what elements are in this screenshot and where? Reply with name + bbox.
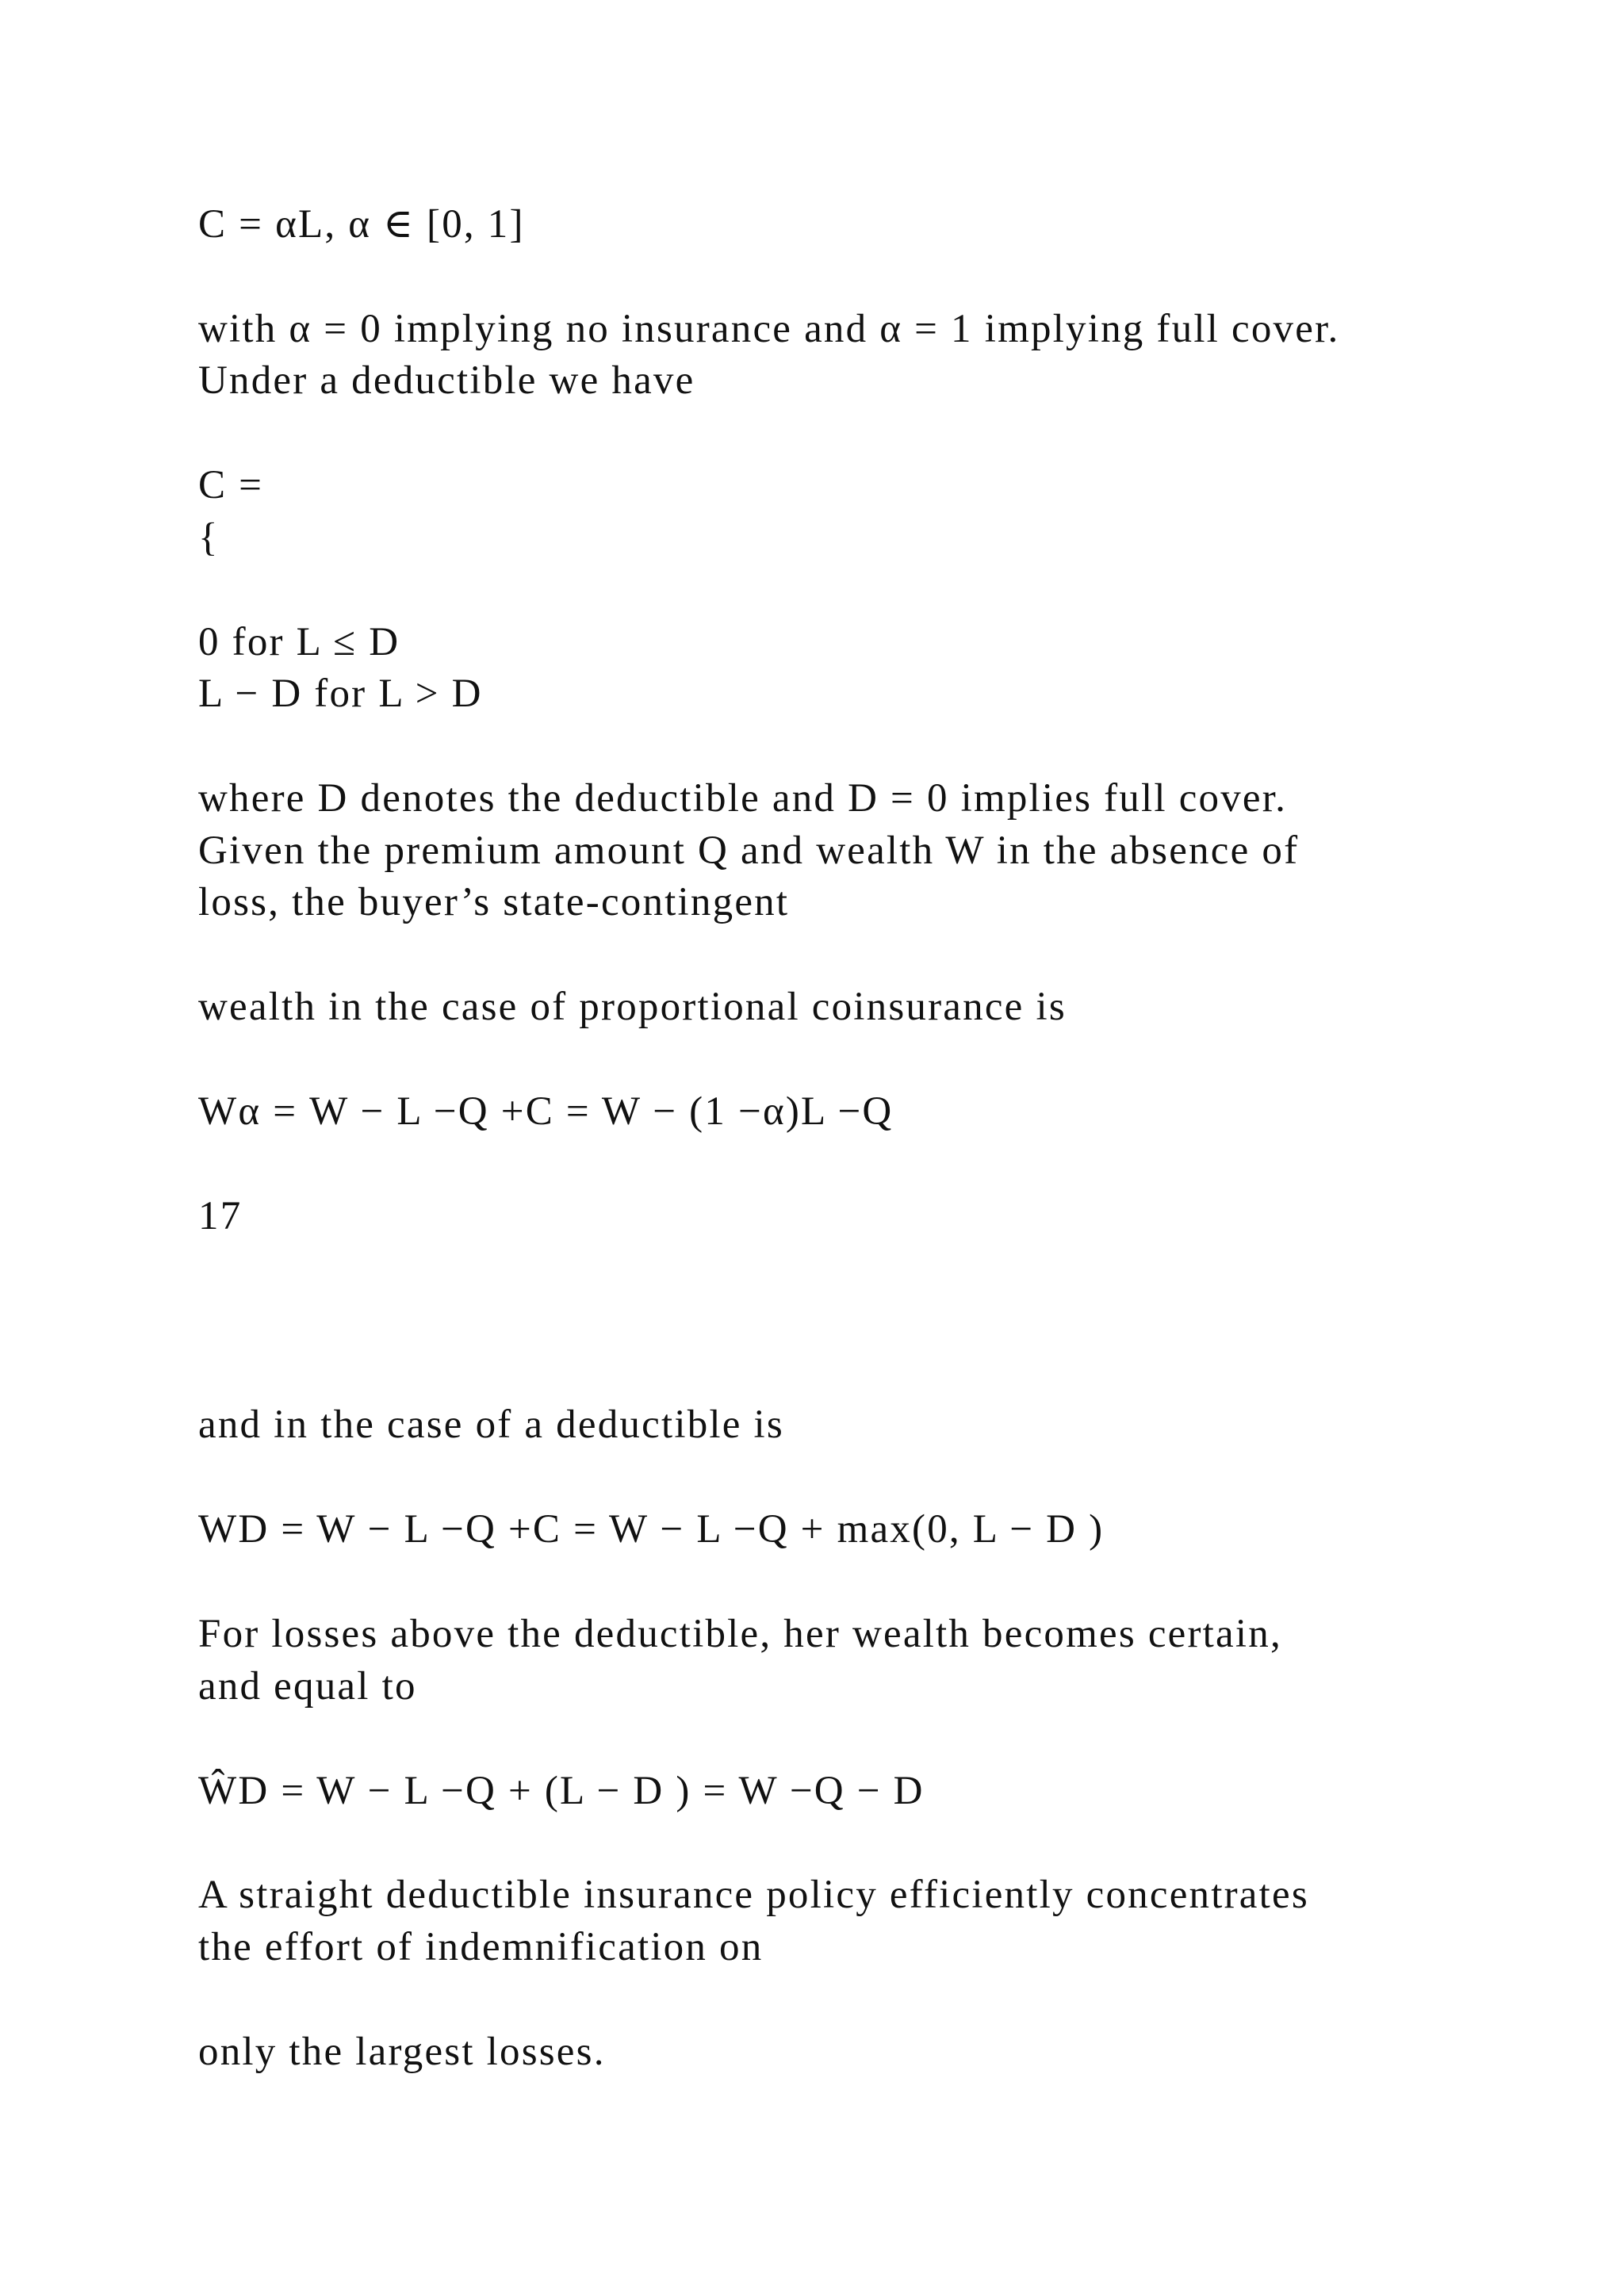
text-line: and equal to: [198, 1664, 417, 1709]
text-line: Under a deductible we have: [198, 358, 695, 403]
text-line: only the largest losses.: [198, 2030, 606, 2074]
text-line: L − D for L > D: [198, 672, 483, 716]
text-line: wealth in the case of proportional coinsurance is: [198, 985, 1067, 1029]
text-line: {: [198, 515, 220, 560]
text-line: Given the premium amount Q and wealth W in the absence of: [198, 828, 1300, 873]
text-line: with α = 0 implying no insurance and α = 1 implying full cover.: [198, 307, 1340, 351]
text-line: C =: [198, 463, 264, 507]
page-number: 17: [198, 1194, 243, 1238]
text-line: and in the case of a deductible is: [198, 1402, 784, 1447]
text-line: the effort of indemnification on: [198, 1925, 764, 1969]
text-line: WD = W − L −Q +C = W − L −Q + max(0, L − D ): [198, 1507, 1105, 1552]
text-line: For losses above the deductible, her wealth becomes certain,: [198, 1612, 1282, 1656]
text-line: ŴD = W − L −Q + (L − D ) = W −Q − D: [198, 1769, 925, 1813]
text-line: where D denotes the deductible and D = 0 implies full cover.: [198, 776, 1288, 821]
text-line: Wα = W − L −Q +C = W − (1 −α)L −Q: [198, 1089, 894, 1134]
text-line: C = αL, α ∈ [0, 1]: [198, 202, 525, 247]
text-line: A straight deductible insurance policy efficiently concentrates: [198, 1873, 1309, 1917]
text-line: loss, the buyer’s state-contingent: [198, 880, 790, 924]
text-line: 0 for L ≤ D: [198, 620, 400, 664]
